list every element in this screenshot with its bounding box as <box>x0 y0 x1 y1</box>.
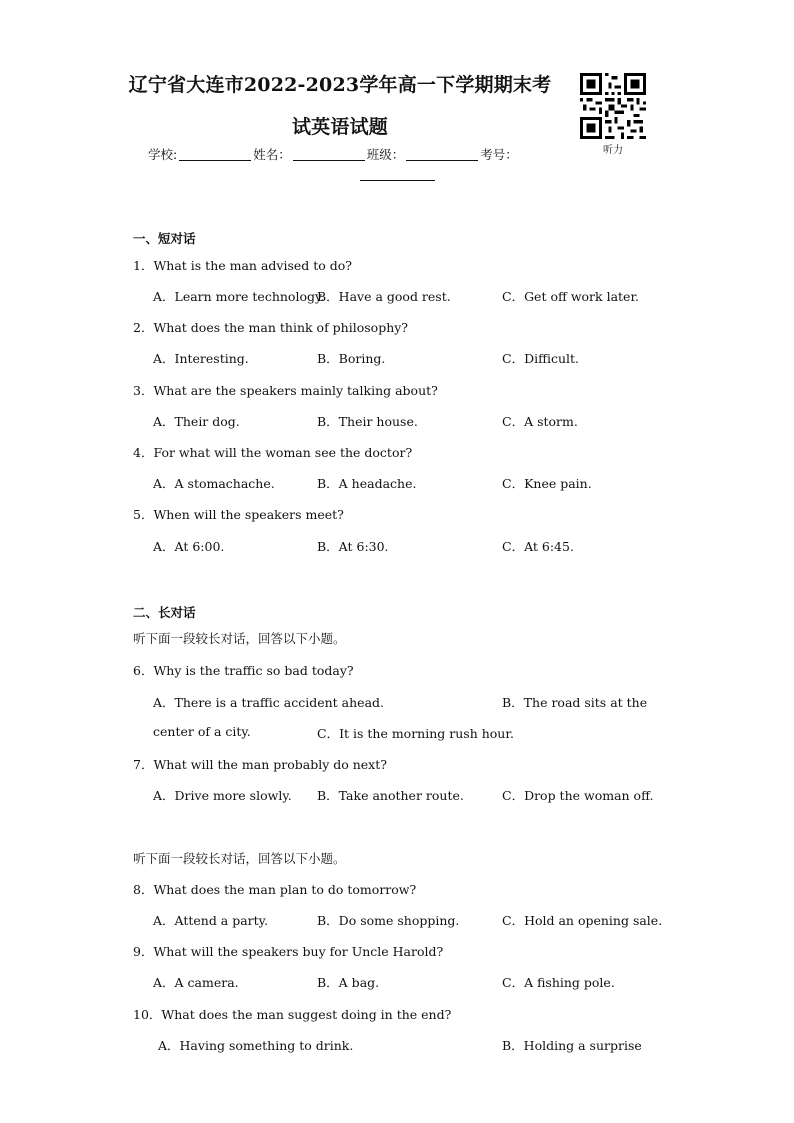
q1-option-b[interactable]: B．Have a good rest. <box>317 289 451 304</box>
q2-option-b[interactable]: B．Boring. <box>317 351 386 366</box>
question-6: 6．Why is the traffic so bad today? <box>133 663 354 678</box>
q3-option-c[interactable]: C．A storm. <box>502 414 578 429</box>
q6-option-a[interactable]: A．There is a traffic accident ahead. <box>153 695 384 710</box>
q2-option-c[interactable]: C．Difficult. <box>502 351 580 366</box>
q6-option-c[interactable]: C．It is the morning rush hour. <box>317 726 514 741</box>
name-field[interactable] <box>293 147 365 161</box>
school-label: 学校: <box>148 147 178 162</box>
q4-option-a[interactable]: A．A stomachache. <box>153 476 275 491</box>
school-field[interactable] <box>179 147 251 161</box>
q7-option-a[interactable]: A．Drive more slowly. <box>153 788 292 803</box>
q4-option-b[interactable]: B．A headache. <box>317 476 417 491</box>
question-7: 7．What will the man probably do next? <box>133 757 387 772</box>
question-2: 2．What does the man think of philosophy? <box>133 320 409 335</box>
q9-option-b[interactable]: B．A bag. <box>317 975 380 990</box>
exam-title-line2: 试英语试题 <box>291 116 388 138</box>
q2-option-a[interactable]: A．Interesting. <box>153 351 249 366</box>
q8-option-c[interactable]: C．Hold an opening sale. <box>502 913 663 928</box>
question-1: 1．What is the man advised to do? <box>133 258 353 273</box>
q7-option-b[interactable]: B．Take another route. <box>317 788 464 803</box>
student-info-row <box>148 145 518 163</box>
instruction-2: 听下面一段较长对话，回答以下小题。 <box>133 851 346 866</box>
section-heading-short-dialogues: 一、短对话 <box>133 231 196 246</box>
q1-option-a[interactable]: A．Learn more technology. <box>153 289 325 304</box>
q10-option-a[interactable]: A．Having something to drink. <box>158 1038 354 1053</box>
q8-option-a[interactable]: A．Attend a party. <box>153 913 269 928</box>
question-5: 5．When will the speakers meet? <box>133 507 344 522</box>
name-label: 姓名： <box>253 147 291 162</box>
section-heading-long-dialogues: 二、长对话 <box>133 605 196 620</box>
q3-option-a[interactable]: A．Their dog. <box>153 414 240 429</box>
q5-option-a[interactable]: A．At 6:00. <box>153 539 225 554</box>
class-label: 班级： <box>366 147 405 162</box>
exam-number-field[interactable] <box>360 168 435 181</box>
qr-code-icon[interactable] <box>580 73 646 139</box>
question-8: 8．What does the man plan to do tomorrow? <box>133 882 417 897</box>
exam-title-line1: 辽宁省大连市2022-2023学年高一下学期期末考 <box>128 74 552 96</box>
exam-number-label: 考号： <box>480 147 518 162</box>
q7-option-c[interactable]: C．Drop the woman off. <box>502 788 654 803</box>
q5-option-c[interactable]: C．At 6:45. <box>502 539 574 554</box>
question-9: 9．What will the speakers buy for Uncle Harold? <box>133 944 444 959</box>
qr-caption: 听力 <box>603 145 623 156</box>
question-10: 10．What does the man suggest doing in the end? <box>133 1007 452 1022</box>
class-field[interactable] <box>406 147 478 161</box>
q5-option-b[interactable]: B．At 6:30. <box>317 539 389 554</box>
q6-option-b-continued[interactable]: center of a city. <box>153 724 251 739</box>
question-3: 3．What are the speakers mainly talking about? <box>133 383 438 398</box>
instruction-1: 听下面一段较长对话，回答以下小题。 <box>133 631 346 646</box>
q4-option-c[interactable]: C．Knee pain. <box>502 476 592 491</box>
q8-option-b[interactable]: B．Do some shopping. <box>317 913 460 928</box>
q3-option-b[interactable]: B．Their house. <box>317 414 418 429</box>
q9-option-c[interactable]: C．A fishing pole. <box>502 975 615 990</box>
q9-option-a[interactable]: A．A camera. <box>153 975 239 990</box>
q1-option-c[interactable]: C．Get off work later. <box>502 289 640 304</box>
q6-option-b[interactable]: B．The road sits at the <box>502 695 648 710</box>
q10-option-b[interactable]: B．Holding a surprise <box>502 1038 642 1053</box>
question-4: 4．For what will the woman see the doctor? <box>133 445 413 460</box>
